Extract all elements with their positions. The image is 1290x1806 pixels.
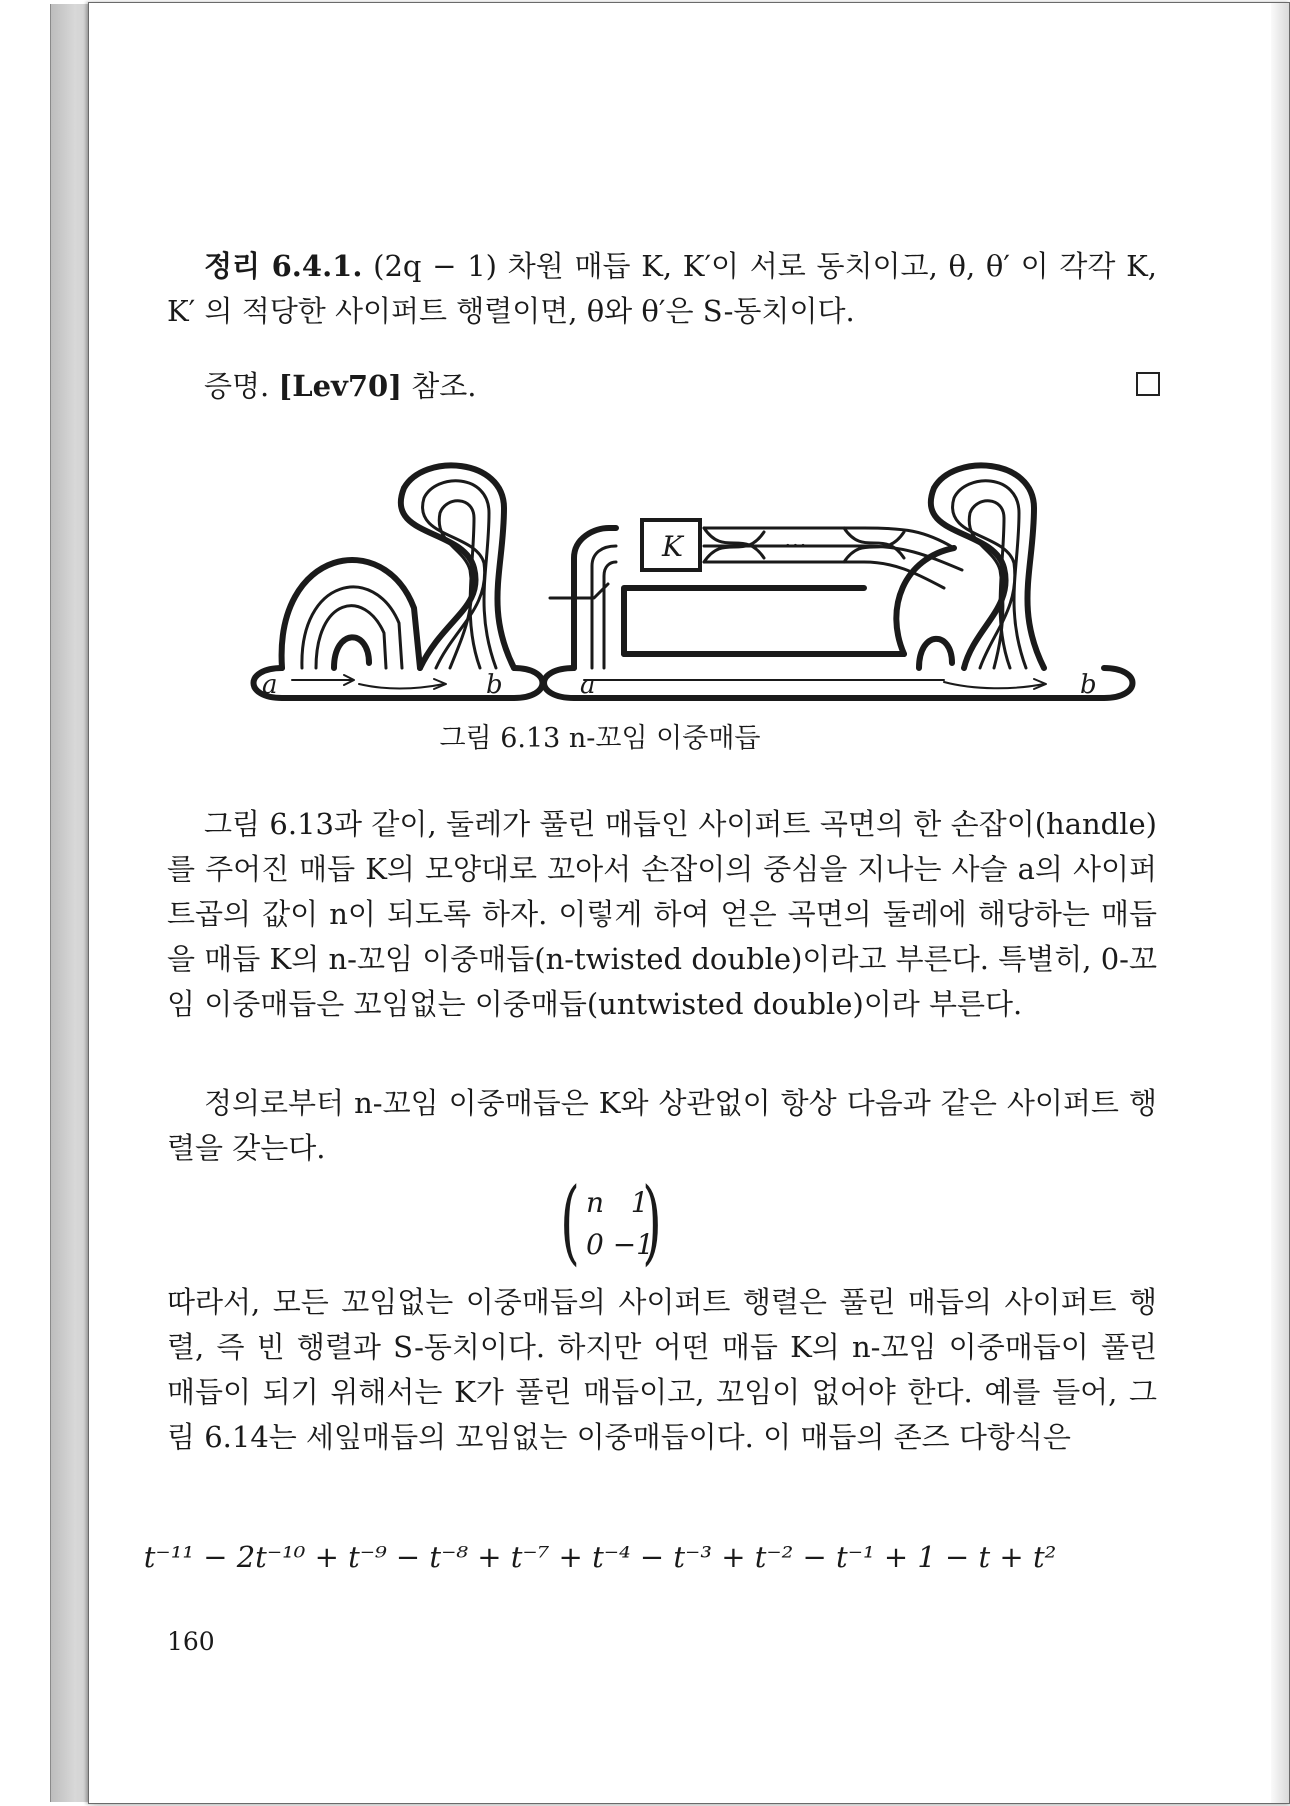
matrix-row-1: n 1 [586, 1186, 649, 1219]
theorem-text: (2q − 1) 차원 매듭 K, K′이 서로 동치이고, θ, θ′ 이 각각 K, K′ 의 적당한 사이퍼트 행렬이면, θ와 θ′은 S-동치이다. [167, 249, 1157, 328]
knot-box-label: K [662, 530, 683, 563]
page-number: 160 [167, 1627, 215, 1656]
right-handle-inner-1 [953, 481, 1026, 668]
figure-caption: 그림 6.13 n-꼬임 이중매듭 [439, 723, 761, 754]
book-spine [50, 4, 91, 1802]
paragraph-1: 그림 6.13과 같이, 둘레가 풀린 매듭인 사이퍼트 곡면의 한 손잡이(handle)를 주어진 매듭 K의 모양대로 꼬아서 손잡이의 중심을 지나는 사슬 a의 사이퍼트곱의 값이 n이 되도록 하자. 이렇게 하여 얻은 곡면의 둘레에 해당하는 매듭을 매듭 K의 n-꼬임 이중매듭(n-twisted double)이라고 부른다. 특별히, 0-꼬임 이중매듭은 꼬임없는 이중매듭(untwisted double)이라 부른다. [167, 807, 1157, 1021]
left-chain-b-arrow [359, 684, 444, 689]
jones-polynomial: t⁻¹¹ − 2t⁻¹⁰ + t⁻⁹ − t⁻⁸ + t⁻⁷ + t⁻⁴ − t⁻³ + t⁻² − t⁻¹ + 1 − t + t² [143, 1540, 1057, 1574]
right-label-b: b [1080, 670, 1097, 700]
left-label-b: b [486, 670, 503, 700]
proof-reference: [Lev70] [278, 369, 402, 403]
right-handle-outer [931, 465, 1044, 668]
right-inner-rect [624, 588, 864, 654]
proof-label: 증명. [204, 369, 270, 403]
matrix-left-paren: ( [560, 1168, 580, 1275]
proof-line [204, 364, 476, 405]
page-edge [1271, 3, 1289, 1803]
left-inner-loop [334, 637, 369, 668]
theorem [167, 244, 1157, 334]
paragraph-2: 정의로부터 n-꼬임 이중매듭은 K와 상관없이 항상 다음과 같은 사이퍼트 행렬을 갖는다. [167, 1086, 1157, 1165]
right-chain-b-arrow [944, 682, 1044, 688]
qed-box [1136, 372, 1160, 396]
right-left-arch-inner-2 [604, 562, 616, 668]
twisted-double-diagram [184, 458, 1150, 718]
proof-text: 참조. [411, 369, 477, 403]
left-handle-inner-1 [423, 481, 496, 668]
transform-arrow [550, 584, 608, 598]
left-label-a: a [262, 670, 278, 700]
paragraph-3: 따라서, 모든 꼬임없는 이중매듭의 사이퍼트 행렬은 풀린 매듭의 사이퍼트 행렬, 즉 빈 행렬과 S-동치이다. 하지만 어떤 매듭 K의 n-꼬임 이중매듭이 풀린 매듭이 되기 위해서는 K가 풀린 매듭이고, 꼬임이 없어야 한다. 예를 들어, 그림 6.14는 세잎매듭의 꼬임없는 이중매듭이다. 이 매듭의 존즈 다항식은 [167, 1285, 1157, 1454]
matrix-right-paren: ) [642, 1168, 662, 1275]
twist-dots: ··· [784, 532, 807, 560]
right-inner-loop [919, 639, 952, 668]
seifert-matrix [560, 1168, 710, 1275]
right-label-a: a [580, 670, 596, 700]
figure-6-13 [184, 458, 1150, 718]
matrix-row-2: 0 −1 [586, 1228, 654, 1261]
theorem-label: 정리 6.4.1. [204, 249, 363, 283]
